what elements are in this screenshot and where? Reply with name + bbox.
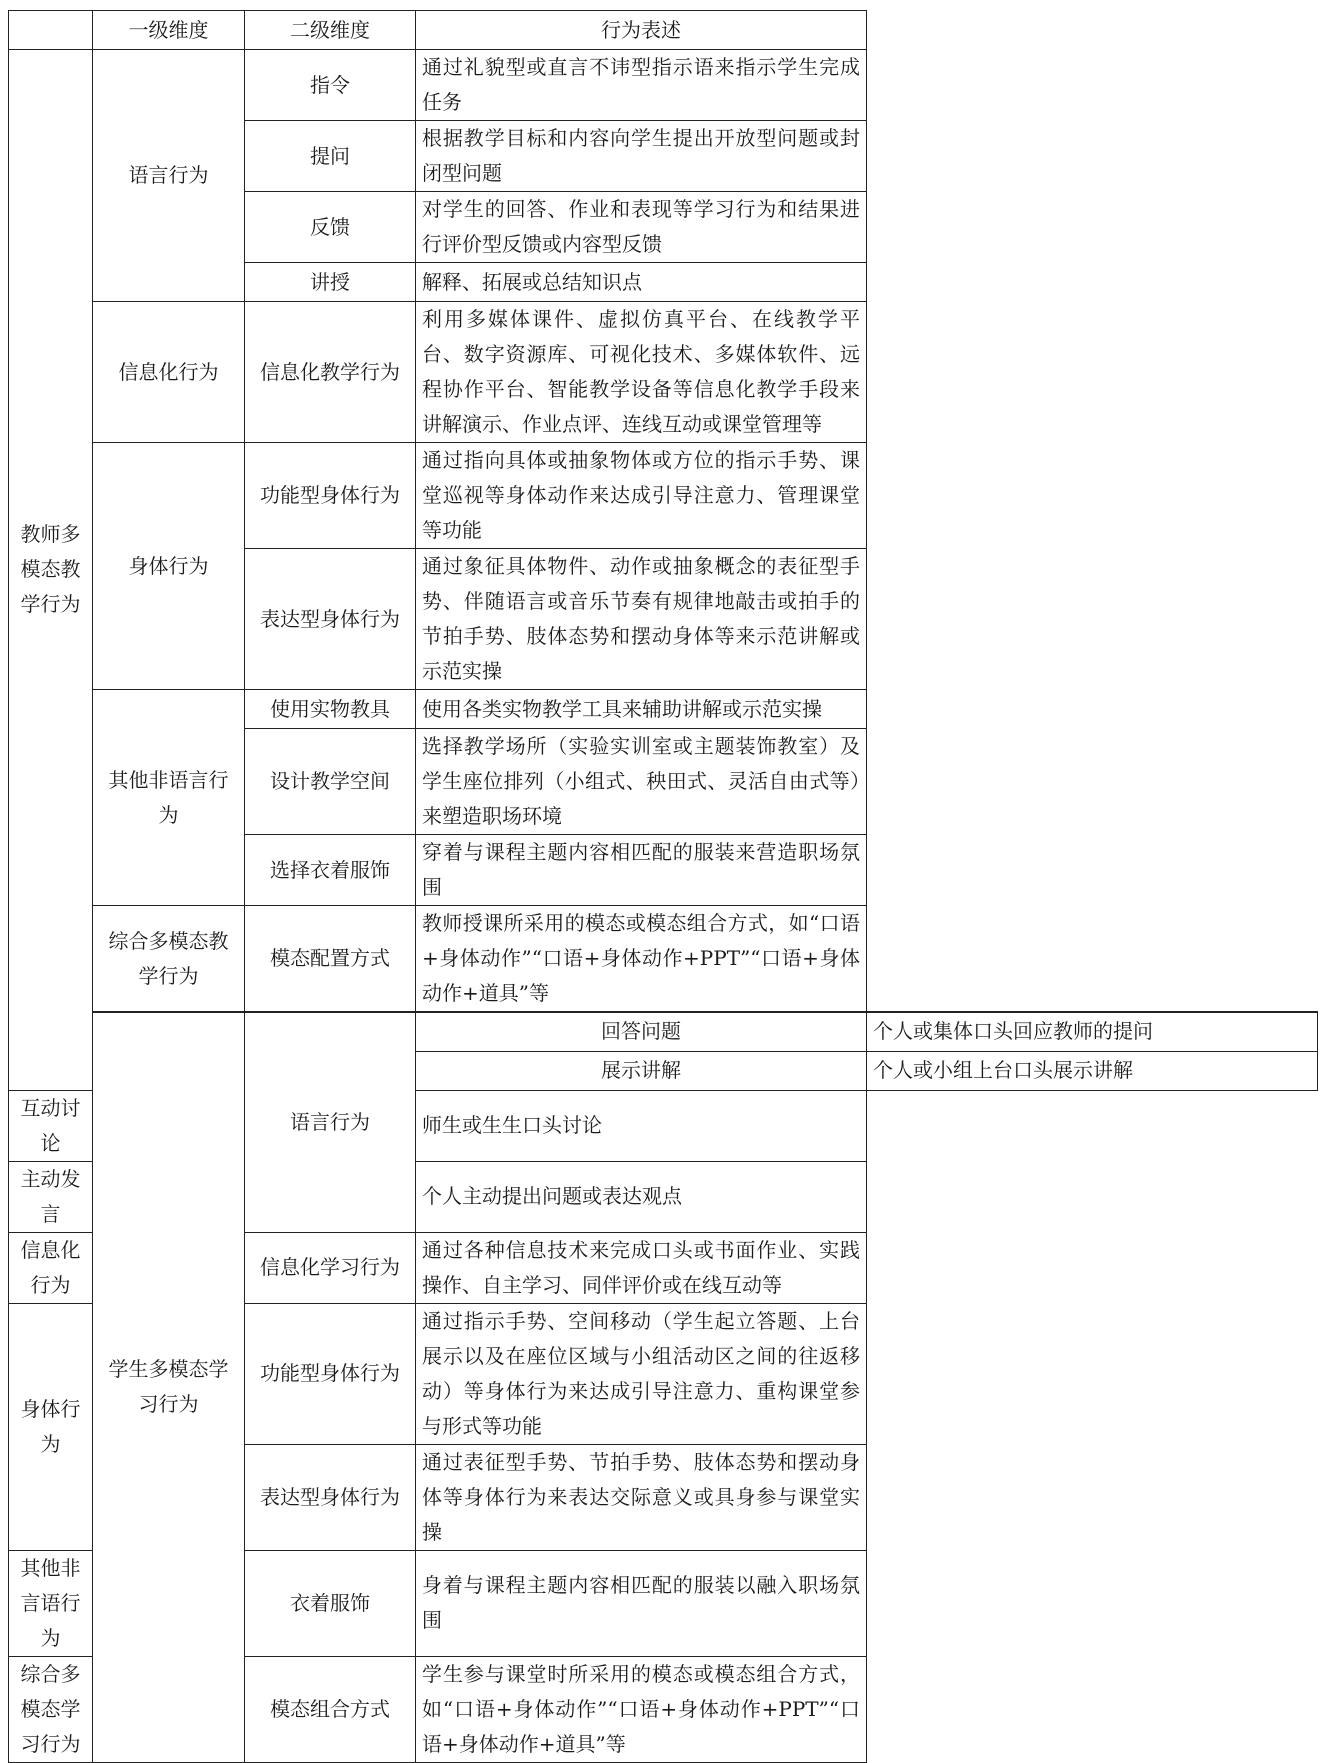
description-cell: 利用多媒体课件、虚拟仿真平台、在线教学平台、数字资源库、可视化技术、多媒体软件、远程协作平台、智能教学设备等信息化教学手段来讲解演示、作业点评、连线互动或课堂管理等 — [416, 302, 867, 443]
description-cell: 师生或生生口头讨论 — [416, 1090, 867, 1161]
level2-cell: 设计教学空间 — [245, 729, 416, 835]
level2-cell: 信息化教学行为 — [245, 302, 416, 443]
level2-cell: 指令 — [245, 50, 416, 121]
level2-cell: 功能型身体行为 — [245, 443, 416, 549]
level2-cell: 信息化学习行为 — [245, 1232, 416, 1303]
level2-cell: 主动发言 — [9, 1161, 93, 1232]
level2-cell: 使用实物教具 — [245, 690, 416, 729]
level1-cell: 综合多模态教学行为 — [93, 906, 245, 1013]
description-cell: 解释、拓展或总结知识点 — [416, 263, 867, 302]
table-row — [9, 50, 1318, 121]
level2-cell: 回答问题 — [416, 1012, 867, 1051]
level2-cell: 模态组合方式 — [245, 1656, 416, 1762]
level2-cell: 衣着服饰 — [245, 1550, 416, 1656]
level1-cell: 其他非语言行为 — [93, 690, 245, 906]
description-cell: 通过各种信息技术来完成口头或书面作业、实践操作、自主学习、同伴评价或在线互动等 — [416, 1232, 867, 1303]
description-cell: 根据教学目标和内容向学生提出开放型问题或封闭型问题 — [416, 121, 867, 192]
level1-cell: 身体行为 — [93, 443, 245, 690]
level2-cell: 讲授 — [245, 263, 416, 302]
table-row — [9, 690, 1318, 729]
level1-cell: 其他非言语行为 — [9, 1550, 93, 1656]
table-row — [9, 302, 1318, 443]
description-cell: 身着与课程主题内容相匹配的服装以融入职场氛围 — [416, 1550, 867, 1656]
description-cell: 学生参与课堂时所采用的模态或模态组合方式，如“口语+身体动作”“口语+身体动作+PPT”“口语+身体动作+道具”等 — [416, 1656, 867, 1762]
level2-cell: 反馈 — [245, 192, 416, 263]
table-row — [9, 906, 1318, 1013]
description-cell: 通过指示手势、空间移动（学生起立答题、上台展示以及在座位区域与小组活动区之间的往返移动）等身体行为来达成引导注意力、重构课堂参与形式等功能 — [416, 1303, 867, 1444]
group-label-student: 学生多模态学习行为 — [93, 1012, 245, 1762]
description-cell: 穿着与课程主题内容相匹配的服装来营造职场氛围 — [416, 835, 867, 906]
description-cell: 选择教学场所（实验实训室或主题装饰教室）及学生座位排列（小组式、秧田式、灵活自由式等）来塑造职场环境 — [416, 729, 867, 835]
level2-cell: 互动讨论 — [9, 1090, 93, 1161]
level2-cell: 提问 — [245, 121, 416, 192]
level1-cell: 语言行为 — [93, 50, 245, 302]
description-cell: 通过礼貌型或直言不讳型指示语来指示学生完成任务 — [416, 50, 867, 121]
header-description: 行为表述 — [416, 11, 867, 50]
description-cell: 通过象征具体物件、动作或抽象概念的表征型手势、伴随语言或音乐节奏有规律地敲击或拍手的节拍手势、肢体态势和摆动身体等来示范讲解或示范实操 — [416, 549, 867, 690]
header-blank — [9, 11, 93, 50]
description-cell: 通过指向具体或抽象物体或方位的指示手势、课堂巡视等身体动作来达成引导注意力、管理课堂等功能 — [416, 443, 867, 549]
level1-cell: 语言行为 — [245, 1012, 416, 1232]
table-row — [9, 1012, 1318, 1051]
description-cell: 使用各类实物教学工具来辅助讲解或示范实操 — [416, 690, 867, 729]
description-cell: 个人主动提出问题或表达观点 — [416, 1161, 867, 1232]
level1-cell: 身体行为 — [9, 1303, 93, 1550]
description-cell: 通过表征型手势、节拍手势、肢体态势和摆动身体等身体行为来表达交际意义或具身参与课堂实操 — [416, 1444, 867, 1550]
header-level1: 一级维度 — [93, 11, 245, 50]
level1-cell: 信息化行为 — [9, 1232, 93, 1303]
level1-cell: 综合多模态学习行为 — [9, 1656, 93, 1762]
level2-cell: 表达型身体行为 — [245, 1444, 416, 1550]
description-cell: 个人或小组上台口头展示讲解 — [867, 1051, 1318, 1090]
header-level2: 二级维度 — [245, 11, 416, 50]
table-row — [9, 443, 1318, 549]
level2-cell: 展示讲解 — [416, 1051, 867, 1090]
description-cell: 个人或集体口头回应教师的提问 — [867, 1012, 1318, 1051]
level1-cell: 信息化行为 — [93, 302, 245, 443]
level2-cell: 模态配置方式 — [245, 906, 416, 1013]
level2-cell: 功能型身体行为 — [245, 1303, 416, 1444]
group-label-teacher: 教师多模态教学行为 — [9, 50, 93, 1091]
table-header-row — [9, 11, 1318, 50]
description-cell: 对学生的回答、作业和表现等学习行为和结果进行评价型反馈或内容型反馈 — [416, 192, 867, 263]
behavior-dimension-table — [8, 10, 1318, 1763]
level2-cell: 选择衣着服饰 — [245, 835, 416, 906]
description-cell: 教师授课所采用的模态或模态组合方式，如“口语+身体动作”“口语+身体动作+PPT”“口语+身体动作+道具”等 — [416, 906, 867, 1013]
level2-cell: 表达型身体行为 — [245, 549, 416, 690]
